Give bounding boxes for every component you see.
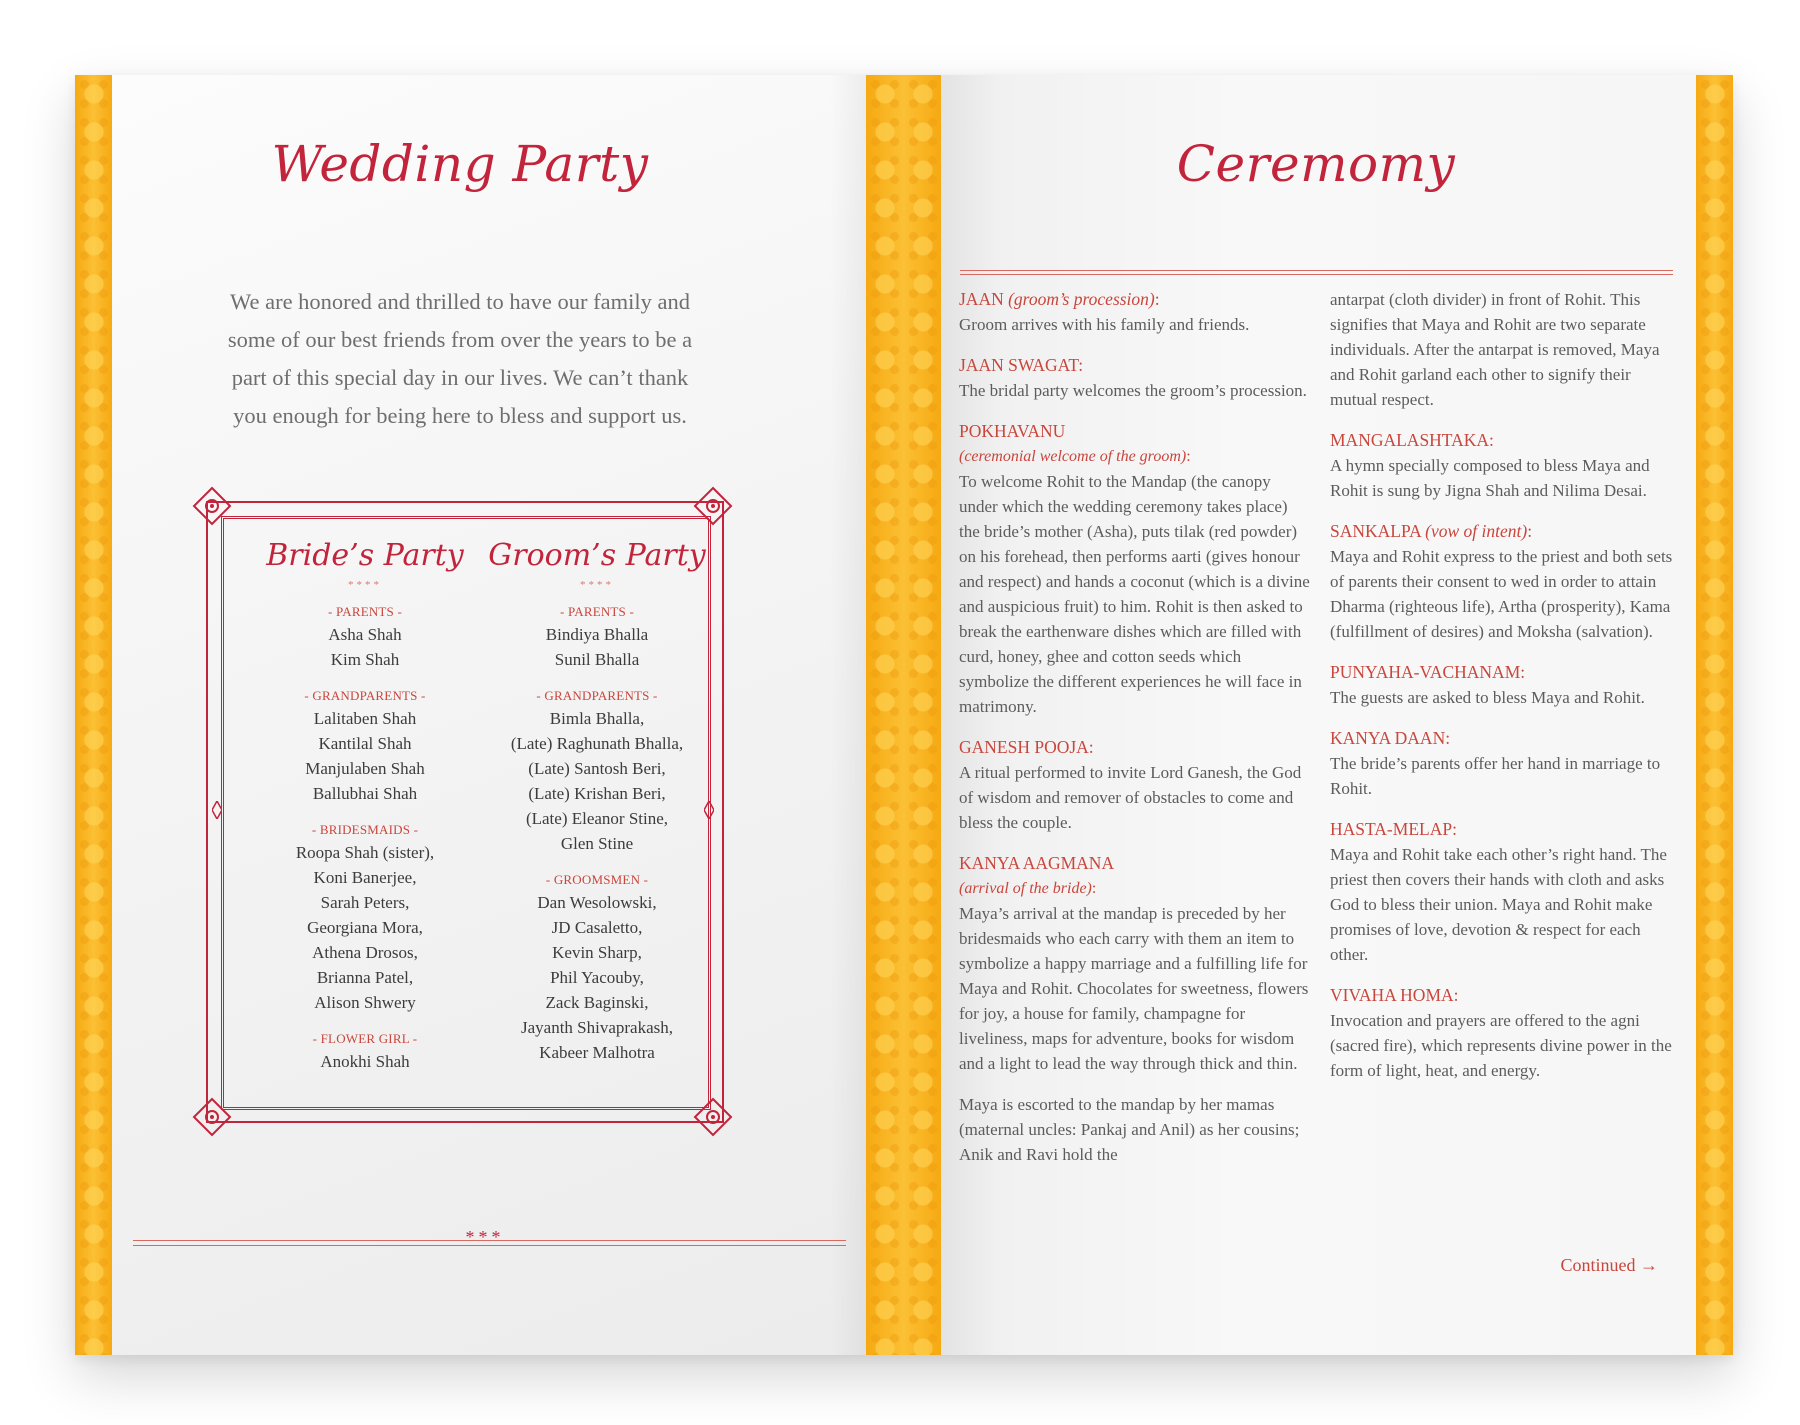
section-subtitle bbox=[959, 444, 1311, 469]
section-heading bbox=[1330, 428, 1678, 453]
party-member-name: Asha Shah bbox=[328, 625, 402, 644]
continued-link[interactable]: Continued → bbox=[1560, 1255, 1658, 1275]
section-heading bbox=[1330, 660, 1678, 685]
section-heading-text: KANYA DAAN: bbox=[1330, 728, 1451, 748]
party-member-name: Georgiana Mora, bbox=[307, 918, 423, 937]
section-heading-text: HASTA-MELAP: bbox=[1330, 819, 1457, 839]
intro-paragraph: We are honored and thrilled to have our family and some of our best friends from over the years to be a part of this special day in our lives. We can’t thank you enough for being here to bless and support us. bbox=[227, 289, 693, 428]
section-body: The guests are asked to bless Maya and Rohit. bbox=[1330, 688, 1645, 707]
ornament-stars: **** bbox=[348, 579, 382, 591]
section-body: A ritual performed to invite Lord Ganesh, the God of wisdom and remover of obstacles to come and bless the couple. bbox=[959, 763, 1302, 832]
party-member-name: Jayanth Shivaprakash, bbox=[520, 1018, 674, 1037]
section-body: Groom arrives with his family and friends. bbox=[959, 315, 1250, 334]
brides-party-title: Bride’s Party bbox=[266, 538, 464, 573]
party-member-name: Glen Stine bbox=[560, 834, 634, 853]
party-member-name: Brianna Patel, bbox=[316, 968, 414, 987]
group-label: - FLOWER GIRL - bbox=[312, 1031, 418, 1046]
grooms-party-groups bbox=[487, 602, 707, 1065]
gutter-shadow-left bbox=[830, 75, 866, 1355]
right-border-band bbox=[1696, 75, 1733, 1355]
section-subtitle-text: (ceremonial welcome of the groom) bbox=[959, 448, 1187, 465]
party-member-name: Alison Shwery bbox=[314, 993, 416, 1012]
page-title: Wedding Party bbox=[271, 135, 649, 193]
section-body: Maya is escorted to the mandap by her mamas (maternal uncles: Pankaj and Anil) as her cousins; Anik and Ravi hold the bbox=[959, 1095, 1300, 1164]
party-member-name: JD Casaletto, bbox=[551, 918, 643, 937]
section-heading-text: KANYA AAGMANA bbox=[959, 853, 1115, 873]
section-heading bbox=[959, 735, 1311, 760]
ornament-stars: **** bbox=[580, 579, 614, 591]
party-member-name: Zack Baginski, bbox=[545, 993, 649, 1012]
group-label: - PARENTS - bbox=[560, 604, 634, 619]
section-heading-colon: : bbox=[1154, 289, 1160, 309]
section-heading-text: SANKALPA bbox=[1330, 521, 1421, 541]
party-member-name: Athena Drosos, bbox=[312, 943, 418, 962]
section-heading bbox=[1330, 983, 1678, 1008]
section-body: The bridal party welcomes the groom’s procession. bbox=[959, 381, 1307, 400]
party-member-name: Bindiya Bhalla bbox=[545, 625, 649, 644]
section-heading-text: JAAN SWAGAT: bbox=[959, 355, 1084, 375]
party-member-name: Koni Banerjee, bbox=[313, 868, 417, 887]
group-label: - GRANDPARENTS - bbox=[304, 688, 426, 703]
section-heading-text: JAAN bbox=[959, 289, 1004, 309]
party-member-name: Dan Wesolowski, bbox=[537, 893, 657, 912]
section-heading-text: VIVAHA HOMA: bbox=[1330, 985, 1459, 1005]
group-label: - GRANDPARENTS - bbox=[536, 688, 658, 703]
side-ornament-icon bbox=[212, 801, 222, 819]
section-heading-text: PUNYAHA-VACHANAM: bbox=[1330, 662, 1526, 682]
party-member-name: Roopa Shah (sister), bbox=[295, 843, 435, 862]
title-divider bbox=[960, 270, 1673, 275]
party-member-name: (Late) Krishan Beri, bbox=[528, 784, 666, 803]
ceremony-column-right bbox=[1330, 287, 1678, 1099]
section-heading bbox=[1330, 726, 1678, 751]
page-title: Ceremomy bbox=[1176, 135, 1456, 193]
section-heading bbox=[959, 851, 1311, 876]
section-heading bbox=[1330, 817, 1678, 842]
party-member-name: Anokhi Shah bbox=[320, 1052, 410, 1071]
section-heading-text: MANGALASHTAKA: bbox=[1330, 430, 1494, 450]
party-member-name: Manjulaben Shah bbox=[305, 759, 425, 778]
party-member-name: Kim Shah bbox=[330, 650, 400, 669]
party-member-name: Bimla Bhalla, bbox=[549, 709, 645, 728]
section-heading-colon: : bbox=[1527, 521, 1533, 541]
party-member-name: Kantilal Shah bbox=[318, 734, 412, 753]
section-heading-text: GANESH POOJA: bbox=[959, 737, 1094, 757]
corner-ornament-icon bbox=[192, 486, 232, 526]
section-body: The bride’s parents offer her hand in marriage to Rohit. bbox=[1330, 754, 1661, 798]
brides-party-groups bbox=[255, 602, 475, 1074]
right-page bbox=[866, 75, 1733, 1355]
section-body: Invocation and prayers are offered to the agni (sacred fire), which represents divine power in the form of light, heat, and energy. bbox=[1330, 1011, 1672, 1080]
section-body: Maya’s arrival at the mandap is preceded by her bridesmaids who each carry with them an item to symbolize a happy marriage and a fulfilling life for Maya and Rohit. Chocolates for sweetness, flowers for joy, a house for family, champagne for liveliness, maps for adventure, books for wisdom and a light to lead the way through thick and thin. bbox=[959, 904, 1309, 1073]
section-heading-subtitle: (groom’s procession) bbox=[1008, 289, 1155, 309]
party-member-name: (Late) Santosh Beri, bbox=[528, 759, 666, 778]
group-label: - PARENTS - bbox=[328, 604, 402, 619]
section-body: Maya and Rohit take each other’s right hand. The priest then covers their hands with cloth and asks God to bless their union. Maya and Rohit make promises of love, devotion & respect for each other. bbox=[1330, 845, 1667, 964]
grooms-party-title: Groom’s Party bbox=[488, 538, 706, 573]
gutter-border-band bbox=[866, 75, 941, 1355]
section-body: A hymn specially composed to bless Maya and Rohit is sung by Jigna Shah and Nilima Desai. bbox=[1330, 456, 1650, 500]
section-heading-subtitle: (vow of intent) bbox=[1425, 521, 1528, 541]
section-body: Maya and Rohit express to the priest and both sets of parents their consent to wed in order to attain Dharma (righteous life), Artha (prosperity), Kama (fulfillment of desires) and Moksha (salvation). bbox=[1330, 547, 1673, 641]
party-member-name: Sarah Peters, bbox=[320, 893, 410, 912]
group-label: - BRIDESMAIDS - bbox=[311, 822, 419, 837]
section-heading bbox=[1330, 519, 1678, 544]
party-member-name: Kabeer Malhotra bbox=[539, 1043, 655, 1062]
footer-ornament: *** bbox=[465, 1227, 505, 1247]
section-heading-text: POKHAVANU bbox=[959, 421, 1066, 441]
section-heading bbox=[959, 353, 1311, 378]
section-heading bbox=[959, 419, 1311, 444]
section-heading bbox=[959, 287, 1311, 312]
party-member-name: (Late) Raghunath Bhalla, bbox=[510, 734, 684, 753]
corner-ornament-icon bbox=[693, 486, 733, 526]
section-subtitle-colon: : bbox=[1186, 448, 1191, 465]
party-member-name: Sunil Bhalla bbox=[554, 650, 640, 669]
section-subtitle-text: (arrival of the bride) bbox=[959, 880, 1092, 897]
left-page bbox=[75, 75, 866, 1355]
party-member-name: Phil Yacouby, bbox=[550, 968, 644, 987]
grooms-party-column bbox=[487, 530, 707, 1065]
party-member-name: (Late) Eleanor Stine, bbox=[525, 809, 669, 828]
section-body: antarpat (cloth divider) in front of Rohit. This signifies that Maya and Rohit are two separate individuals. After the antarpat is removed, Maya and Rohit garland each other to signify their mutual respect. bbox=[1330, 290, 1660, 409]
left-border-band bbox=[75, 75, 112, 1355]
group-label: - GROOMSMEN - bbox=[545, 872, 649, 887]
brides-party-column bbox=[255, 530, 475, 1074]
section-subtitle-colon: : bbox=[1091, 880, 1097, 897]
section-subtitle bbox=[959, 876, 1311, 901]
ceremony-column-left bbox=[959, 287, 1311, 1183]
party-member-name: Lalitaben Shah bbox=[313, 709, 417, 728]
party-member-name: Kevin Sharp, bbox=[552, 943, 642, 962]
party-member-name: Ballubhai Shah bbox=[312, 784, 418, 803]
corner-ornament-icon bbox=[693, 1097, 733, 1137]
section-body: To welcome Rohit to the Mandap (the canopy under which the wedding ceremony takes place) the bride’s mother (Asha), puts tilak (red powder) on his forehead, then performs aarti (gives honour and respect) and hands a coconut (which is a divine and auspicious fruit) to him. Rohit is then asked to break the earthenware dishes which are filled with curd, honey, ghee and cotton seeds which symbolize the different experiences he will face in matrimony. bbox=[959, 472, 1310, 716]
corner-ornament-icon bbox=[192, 1097, 232, 1137]
